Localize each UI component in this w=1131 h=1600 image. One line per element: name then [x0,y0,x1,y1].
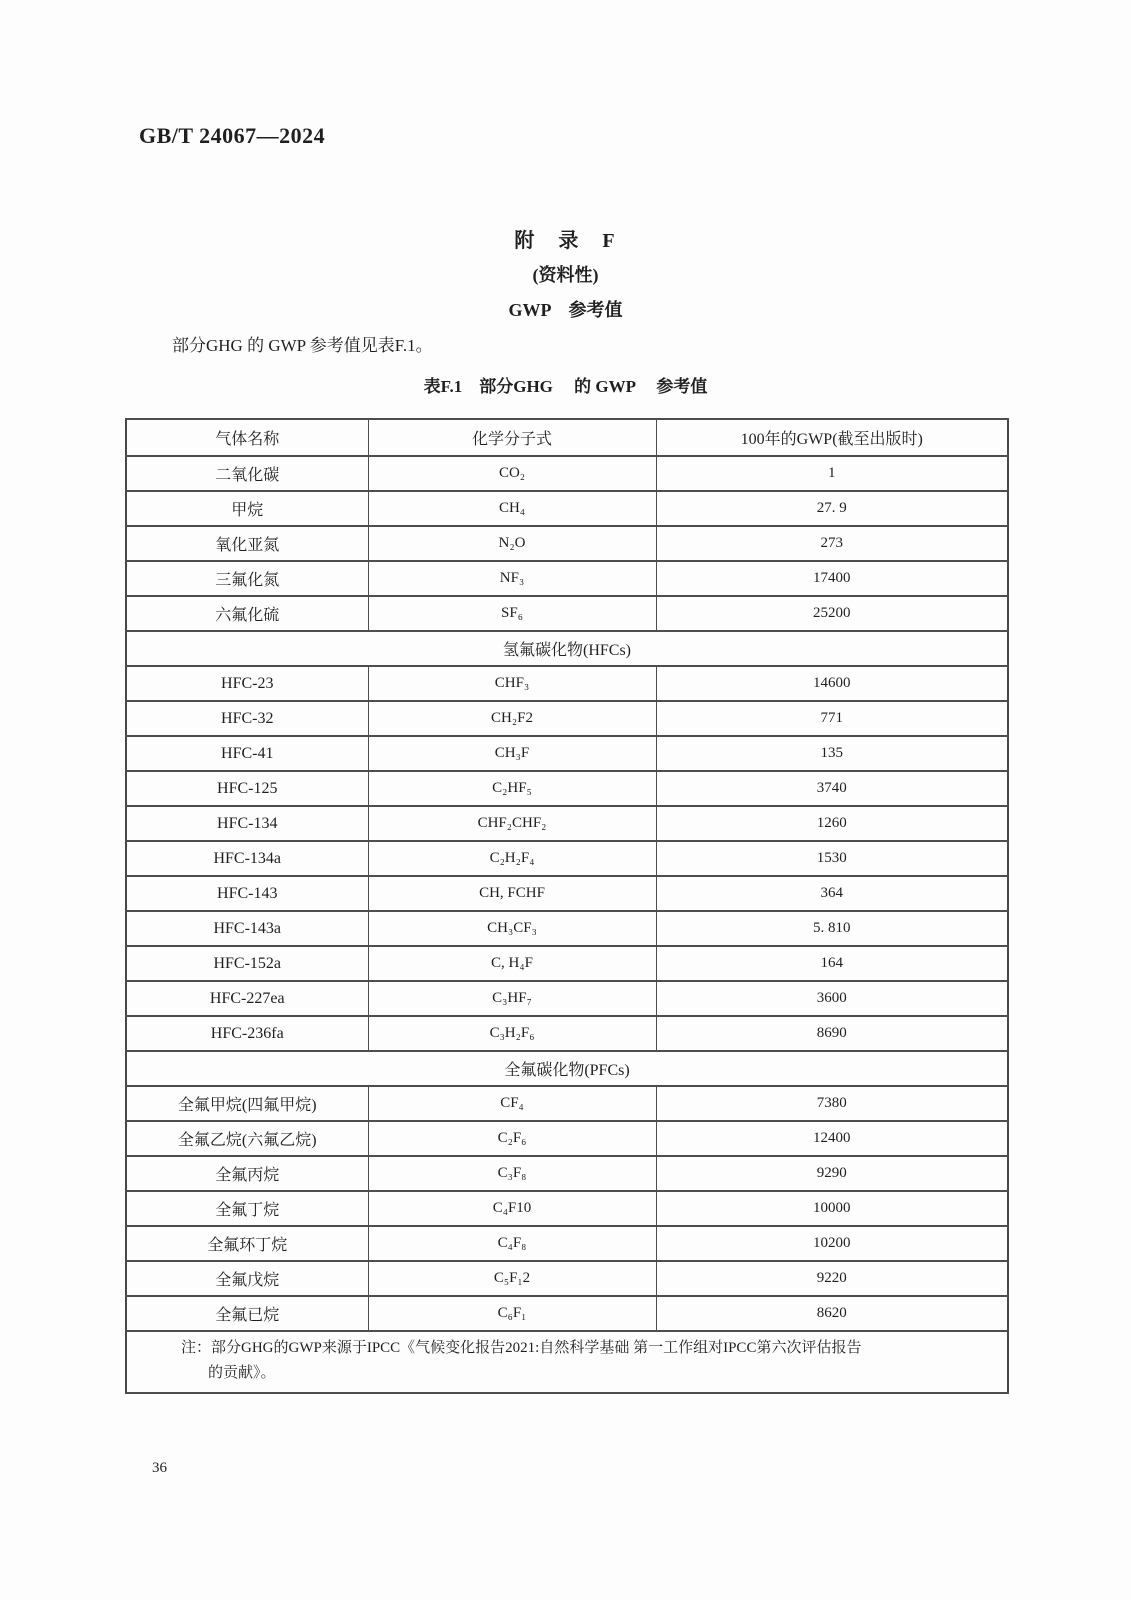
table-row [126,911,1008,946]
table-row [126,1121,1008,1156]
gas-name-cell: 甲烷 [126,491,368,526]
gwp-cell: 9290 [656,1156,1008,1191]
table-header-row [126,419,1008,456]
formula-cell: C₃H₂F₆ [368,1016,656,1051]
formula-cell: C₃F₈ [368,1156,656,1191]
gwp-cell: 1260 [656,806,1008,841]
gwp-cell: 27. 9 [656,491,1008,526]
table-row [126,1296,1008,1331]
table-row [126,876,1008,911]
gas-name-cell: HFC-125 [126,771,368,806]
formula-cell: C₂H₂F₄ [368,841,656,876]
gas-name-cell: HFC-143a [126,911,368,946]
gwp-cell: 8620 [656,1296,1008,1331]
formula-cell: CHF₃ [368,666,656,701]
gwp-cell: 135 [656,736,1008,771]
header-gwp: 100年的GWP(截至出版时) [656,419,1008,456]
table-row [126,841,1008,876]
gwp-cell: 10200 [656,1226,1008,1261]
formula-cell: CO₂ [368,456,656,491]
gas-name-cell: 全氟环丁烷 [126,1226,368,1261]
formula-cell: C₆F₁ [368,1296,656,1331]
table-note [126,1331,1008,1393]
formula-cell: N₂O [368,526,656,561]
gas-name-cell: 全氟乙烷(六氟乙烷) [126,1121,368,1156]
gwp-cell: 5. 810 [656,911,1008,946]
gas-name-cell: HFC-227ea [126,981,368,1016]
gwp-cell: 8690 [656,1016,1008,1051]
gas-name-cell: 全氟丙烷 [126,1156,368,1191]
standard-number: GB/T 24067—2024 [139,123,326,148]
table-row [126,1016,1008,1051]
formula-cell: CH₃CF₃ [368,911,656,946]
gwp-cell: 1530 [656,841,1008,876]
table-row [126,736,1008,771]
gas-name-cell: HFC-143 [126,876,368,911]
formula-cell: C₃HF₇ [368,981,656,1016]
gwp-cell: 771 [656,701,1008,736]
table-caption: 表F.1 部分GHG 的 GWP 参考值 [423,377,708,396]
gwp-reference-table [125,418,1009,1394]
table-row [126,456,1008,491]
formula-cell: CH₃F [368,736,656,771]
formula-cell: NF₃ [368,561,656,596]
gas-name-cell: 三氟化氮 [126,561,368,596]
intro-paragraph: 部分GHG 的 GWP 参考值见表F.1。 [172,336,433,355]
page-number: 36 [152,1460,167,1476]
table-row [126,596,1008,631]
gas-name-cell: 六氟化硫 [126,596,368,631]
gas-name-cell: 全氟丁烷 [126,1191,368,1226]
section-label-pfcs: 全氟碳化物(PFCs) [126,1051,1008,1086]
gwp-cell: 3740 [656,771,1008,806]
table-section-row [126,1051,1008,1086]
gwp-cell: 17400 [656,561,1008,596]
appendix-title: 附 录 F [514,230,617,252]
table-row [126,701,1008,736]
section-label-hfcs: 氢氟碳化物(HFCs) [126,631,1008,666]
gwp-cell: 25200 [656,596,1008,631]
gas-name-cell: 二氧化碳 [126,456,368,491]
table-row [126,1156,1008,1191]
gwp-cell: 12400 [656,1121,1008,1156]
gas-name-cell: HFC-134a [126,841,368,876]
formula-cell: CHF₂CHF₂ [368,806,656,841]
table-row [126,1261,1008,1296]
table-section-row [126,631,1008,666]
table-row [126,526,1008,561]
formula-cell: C, H₄F [368,946,656,981]
formula-cell: C₄F10 [368,1191,656,1226]
formula-cell: C₂HF₅ [368,771,656,806]
gwp-cell: 273 [656,526,1008,561]
formula-cell: SF₆ [368,596,656,631]
gas-name-cell: HFC-236fa [126,1016,368,1051]
table-row [126,806,1008,841]
table-row [126,771,1008,806]
appendix-heading: GWP 参考值 [508,300,623,320]
formula-cell: CH₄ [368,491,656,526]
appendix-subtitle: (资料性) [532,265,599,285]
gas-name-cell: HFC-134 [126,806,368,841]
table-row [126,1086,1008,1121]
formula-cell: C₅F₁2 [368,1261,656,1296]
table-row [126,491,1008,526]
gwp-cell: 14600 [656,666,1008,701]
header-gas-name: 气体名称 [126,419,368,456]
formula-cell: CH, FCHF [368,876,656,911]
table-row [126,561,1008,596]
formula-cell: C₂F₆ [368,1121,656,1156]
gwp-cell: 9220 [656,1261,1008,1296]
gwp-cell: 10000 [656,1191,1008,1226]
table-row [126,946,1008,981]
formula-cell: C₄F₈ [368,1226,656,1261]
table-row [126,1191,1008,1226]
gas-name-cell: HFC-152a [126,946,368,981]
table-note-line1: 注：部分GHG的GWP来源于IPCC《气候变化报告2021:自然科学基础 第一工作组对IPCC第六次评估报告 [181,1340,862,1356]
gas-name-cell: 全氟已烷 [126,1296,368,1331]
table-note-row [126,1331,1008,1393]
gas-name-cell: HFC-41 [126,736,368,771]
table-row [126,666,1008,701]
gwp-cell: 1 [656,456,1008,491]
gwp-cell: 164 [656,946,1008,981]
gwp-cell: 7380 [656,1086,1008,1121]
formula-cell: CH₂F2 [368,701,656,736]
gwp-cell: 364 [656,876,1008,911]
table-row [126,981,1008,1016]
gas-name-cell: HFC-32 [126,701,368,736]
formula-cell: CF₄ [368,1086,656,1121]
gas-name-cell: 氧化亚氮 [126,526,368,561]
gas-name-cell: HFC-23 [126,666,368,701]
header-formula: 化学分子式 [368,419,656,456]
gas-name-cell: 全氟戊烷 [126,1261,368,1296]
table-note-line2: 的贡献》。 [208,1365,276,1381]
appendix-title-block [0,224,1131,322]
gwp-cell: 3600 [656,981,1008,1016]
table-row [126,1226,1008,1261]
gas-name-cell: 全氟甲烷(四氟甲烷) [126,1086,368,1121]
